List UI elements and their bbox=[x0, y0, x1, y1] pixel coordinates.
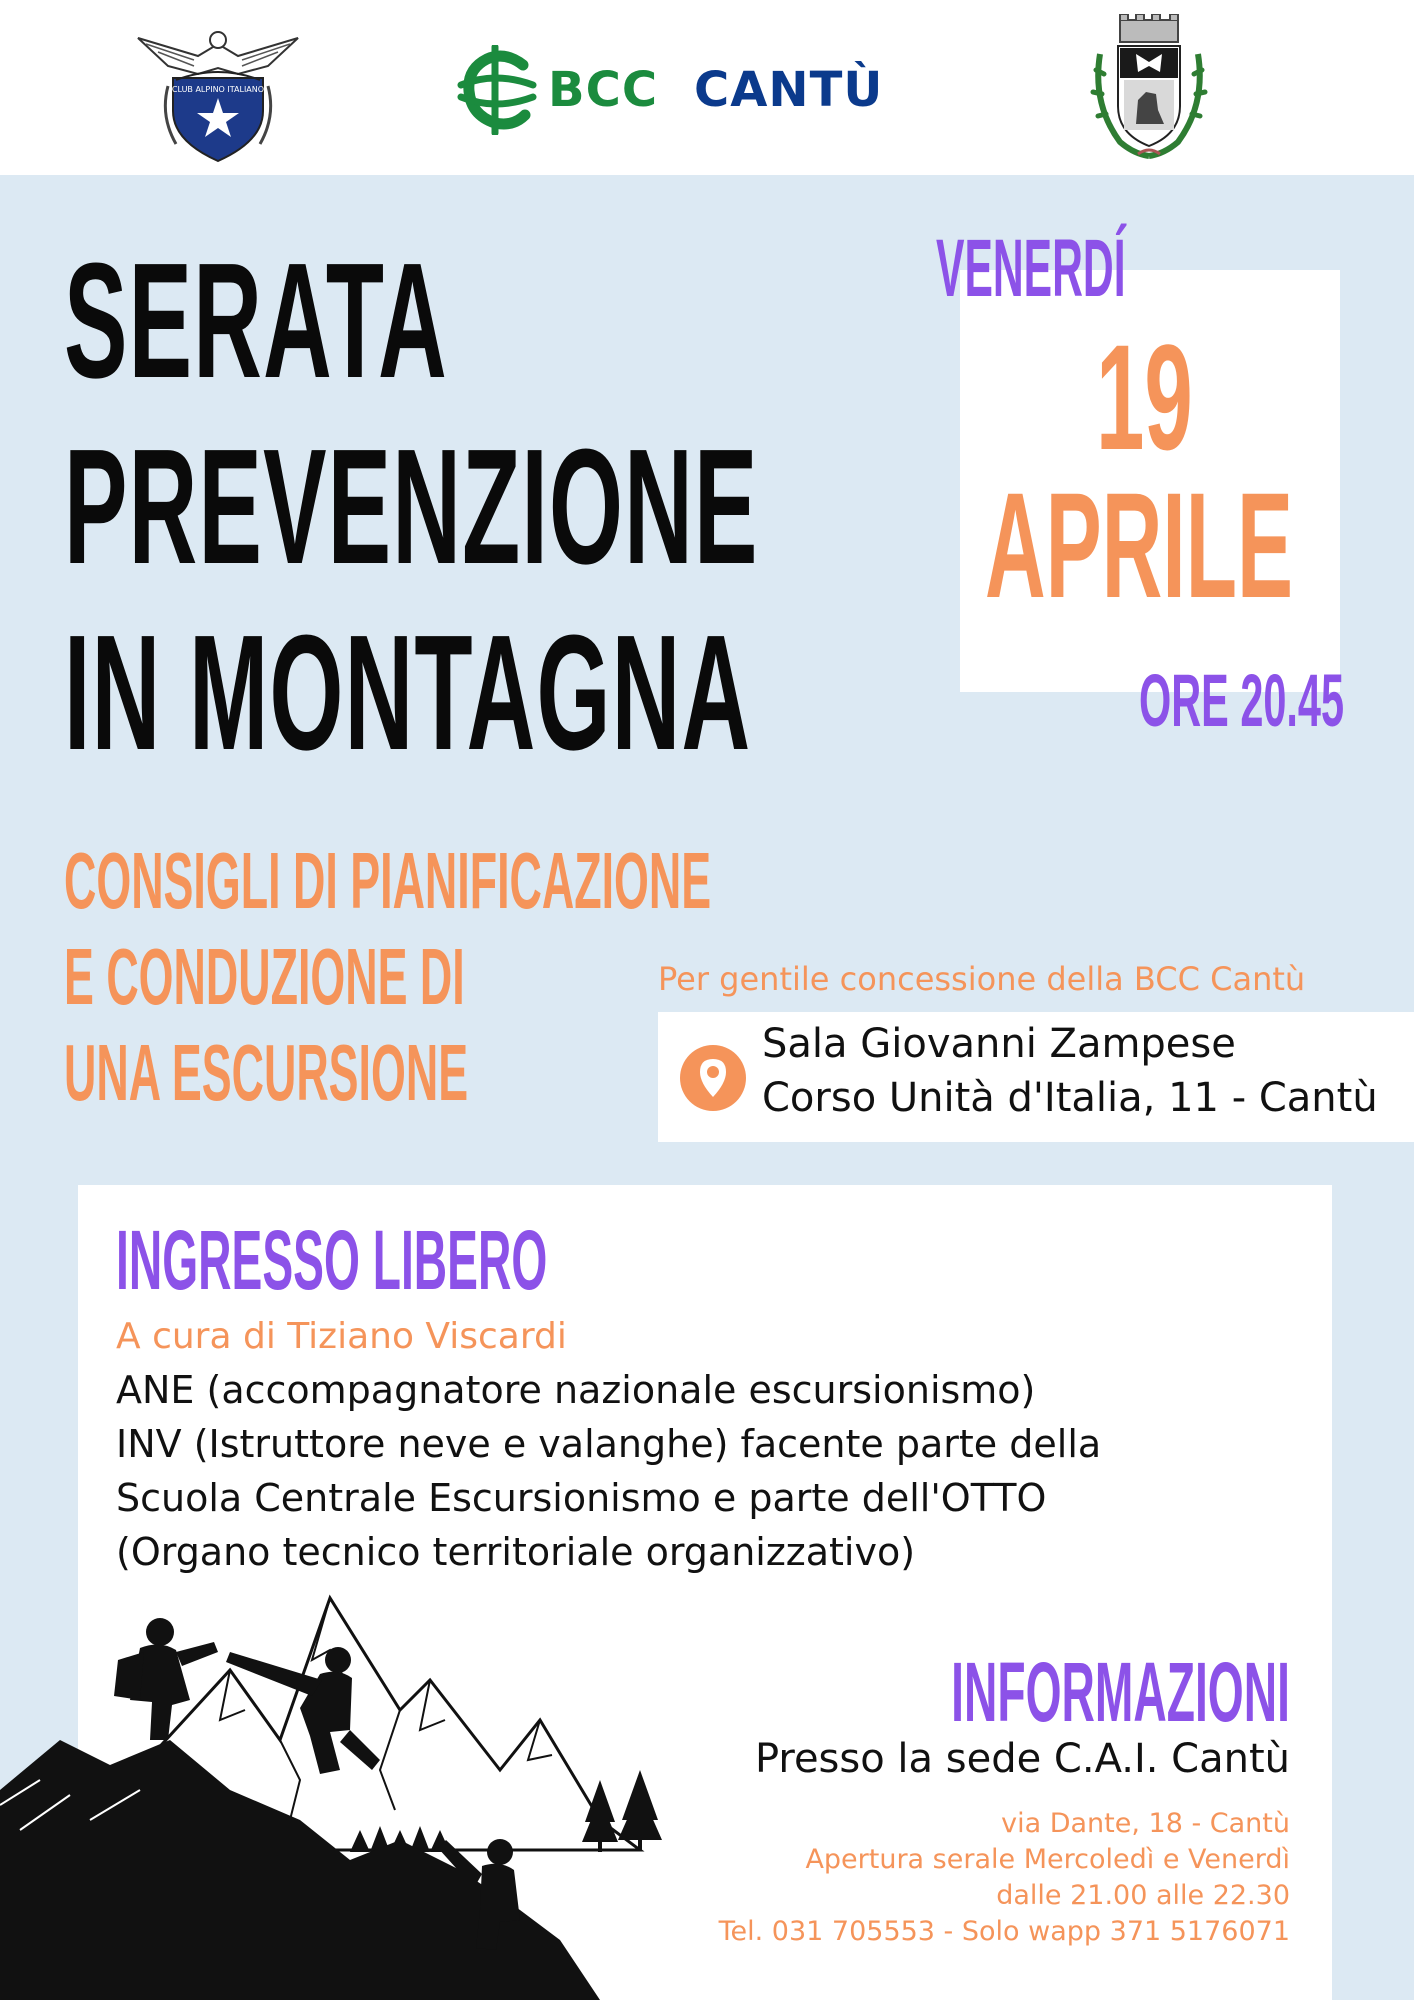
venue-box bbox=[658, 1012, 1414, 1142]
info-address: via Dante, 18 - Cantù bbox=[1001, 1808, 1290, 1839]
bcc-logo-icon bbox=[455, 45, 540, 135]
subtitle-line-2: E CONDUZIONE DI bbox=[64, 932, 465, 1021]
bcc-label: BCC bbox=[548, 62, 659, 118]
info-sede: Presso la sede C.A.I. Cantù bbox=[754, 1736, 1290, 1782]
event-weekday: VENERDÍ bbox=[936, 223, 1126, 314]
bio-line: Scuola Centrale Escursionismo e parte dell'OTTO bbox=[116, 1476, 1047, 1520]
cai-eagle-logo-icon bbox=[128, 16, 308, 166]
info-hours: dalle 21.00 alle 22.30 bbox=[996, 1880, 1290, 1911]
concession-note: Per gentile concessione della BCC Cantù bbox=[658, 960, 1306, 998]
cai-logo-text: CLUB ALPINO ITALIANO bbox=[171, 85, 265, 94]
subtitle-line-3: UNA ESCURSIONE bbox=[64, 1028, 469, 1117]
curator-bio bbox=[116, 1363, 1101, 1579]
venue-name: Sala Giovanni Zampese bbox=[762, 1021, 1236, 1067]
title-line-2: PREVENZIONE bbox=[64, 415, 759, 598]
entry-title: INGRESSO LIBERO bbox=[116, 1213, 548, 1307]
info-opening: Apertura serale Mercoledì e Venerdì bbox=[805, 1844, 1290, 1875]
bio-line: ANE (accompagnatore nazionale escursionismo) bbox=[116, 1368, 1036, 1412]
location-pin-icon bbox=[680, 1045, 746, 1111]
cantu-label: CANTÙ bbox=[694, 62, 884, 118]
curator-line: A cura di Tiziano Viscardi bbox=[116, 1316, 567, 1357]
info-phone: Tel. 031 705553 - Solo wapp 371 5176071 bbox=[718, 1916, 1290, 1947]
subtitle-line-1: CONSIGLI DI PIANIFICAZIONE bbox=[64, 836, 712, 925]
venue-address: Corso Unità d'Italia, 11 - Cantù bbox=[762, 1075, 1378, 1121]
title-line-3: IN MONTAGNA bbox=[64, 601, 752, 784]
bcc-cantu-logo bbox=[455, 40, 883, 140]
event-time: ORE 20.45 bbox=[1139, 659, 1345, 742]
title-line-1: SERATA bbox=[64, 229, 448, 412]
event-day: 19 bbox=[1096, 313, 1193, 481]
town-crest-icon bbox=[1090, 14, 1208, 164]
bio-line: (Organo tecnico territoriale organizzativo) bbox=[116, 1530, 916, 1574]
info-details bbox=[719, 1806, 1290, 1950]
info-title: INFORMAZIONI bbox=[951, 1645, 1290, 1739]
bio-line: INV (Istruttore neve e valanghe) facente parte della bbox=[116, 1422, 1102, 1466]
event-month: APRILE bbox=[985, 461, 1294, 629]
mountain-climbers-illustration bbox=[0, 1590, 700, 2000]
